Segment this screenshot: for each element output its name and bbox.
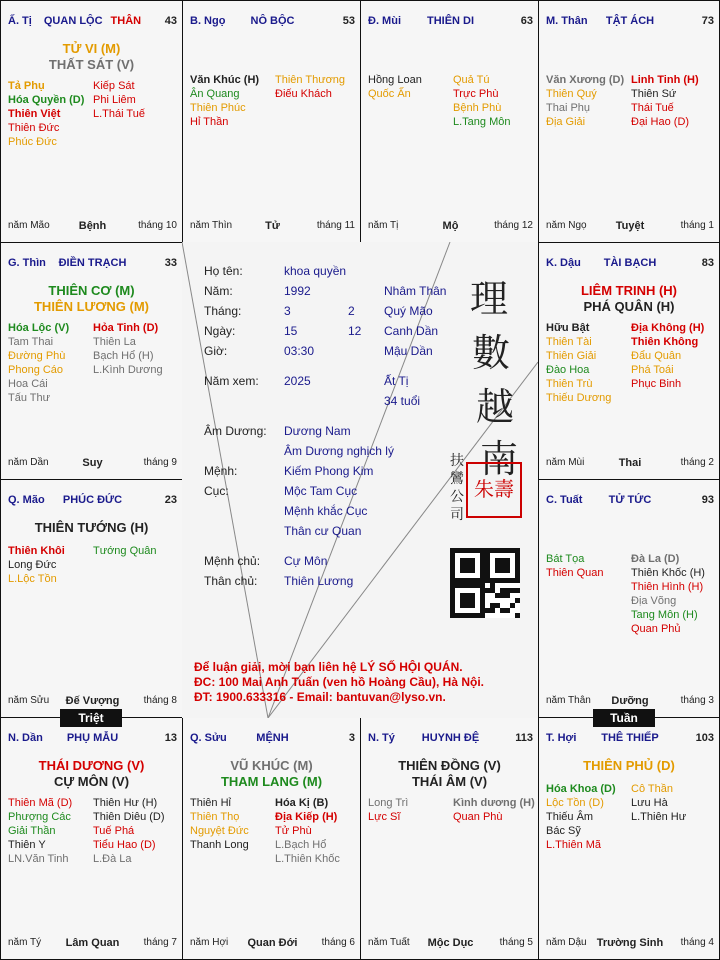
palace-stage: Quan Đới — [247, 937, 298, 949]
minor-star: Phúc Đức — [8, 136, 57, 148]
palace-month: tháng 6 — [321, 937, 355, 948]
palace-header — [368, 732, 533, 746]
minor-star: Thiên Tài — [546, 336, 592, 348]
main-star: LIÊM TRINH (H) — [580, 283, 678, 298]
red-seal-stamp: 朱壽 — [466, 462, 522, 518]
palace-age: 103 — [695, 732, 714, 744]
main-star: CỰ MÔN (V) — [53, 774, 130, 789]
palace-can-chi: Q. Sửu — [190, 732, 227, 744]
main-stars — [1, 758, 182, 790]
minor-star: Thiên Khốc (H) — [631, 567, 705, 579]
palace-year: năm Hợi — [190, 937, 229, 948]
minor-star: Lộc Tồn (D) — [546, 797, 604, 809]
palace-name — [190, 732, 355, 744]
palace-mao[interactable] — [0, 479, 183, 718]
right-star-column — [453, 73, 510, 129]
palace-footer — [546, 457, 714, 471]
palace-can-chi: B. Ngọ — [190, 15, 226, 27]
palace-year: năm Ngọ — [546, 220, 587, 231]
minor-star: Điếu Khách — [275, 88, 332, 100]
main-star: THIÊN TƯỚNG (H) — [34, 520, 149, 535]
palace-name — [546, 732, 714, 744]
palace-month: tháng 4 — [680, 937, 714, 948]
palace-year: năm Mùi — [546, 457, 585, 468]
right-star-column — [93, 796, 165, 866]
minor-star: Thiên Diêu (D) — [93, 811, 165, 823]
palace-footer — [546, 220, 714, 234]
palace-stage: Đế Vượng — [65, 695, 120, 707]
palace-month: tháng 5 — [499, 937, 533, 948]
palace-can-chi: N. Tý — [368, 732, 395, 744]
minor-star: Thiếu Âm — [546, 811, 594, 823]
contact-line-1: Để luận giải, mời bạn liên hệ LÝ SỐ HỘI QUÁN. — [194, 660, 463, 674]
palace-dan[interactable] — [0, 717, 183, 960]
palace-header — [8, 732, 177, 746]
palace-month: tháng 2 — [680, 457, 714, 468]
left-star-column — [368, 796, 408, 824]
left-star-column — [8, 796, 72, 866]
palace-can-chi: N. Dần — [8, 732, 43, 744]
minor-star: Thiên Không — [631, 336, 699, 348]
minor-star: Cô Thần — [631, 783, 673, 795]
minor-star: Hóa Quyền (D) — [8, 94, 85, 106]
minor-star: Thiên Thọ — [190, 811, 240, 823]
minor-star: Địa Không (H) — [631, 322, 705, 334]
than-marker: THÂN — [110, 15, 142, 27]
palace-than[interactable] — [538, 0, 720, 243]
minor-star: Hóa Khoa (D) — [546, 783, 616, 795]
minor-star: Quả Tú — [453, 74, 490, 86]
palace-stage: Suy — [82, 457, 103, 469]
minor-star: Thiên Y — [8, 839, 46, 851]
minor-star: Thiên Phúc — [190, 102, 246, 114]
main-stars — [1, 41, 182, 73]
palace-header — [368, 15, 533, 29]
main-stars — [1, 520, 182, 536]
palace-age: 33 — [164, 257, 177, 269]
main-star: TỬ VI (M) — [62, 41, 121, 56]
palace-header — [190, 732, 355, 746]
left-star-column — [190, 796, 249, 852]
main-star: THIÊN CƠ (M) — [48, 283, 135, 298]
palace-header — [8, 15, 177, 29]
callig-char: 理 — [470, 277, 509, 321]
palace-stage: Tử — [265, 220, 280, 232]
palace-ty2[interactable] — [360, 717, 539, 960]
palace-year: năm Tị — [368, 220, 399, 231]
minor-star: Văn Xương (D) — [546, 74, 625, 86]
contact-block — [194, 660, 484, 705]
minor-star: Bác Sỹ — [546, 825, 581, 837]
minor-star: LN.Văn Tinh — [8, 853, 69, 865]
palace-age: 43 — [164, 15, 177, 27]
palace-tuat[interactable] — [538, 479, 720, 718]
main-star: THÁI DƯƠNG (V) — [38, 758, 145, 773]
palace-name — [8, 494, 177, 506]
minor-star: Thiên Đức — [8, 122, 60, 134]
minor-star: L.Thiên Mã — [546, 839, 602, 851]
palace-stage: Mộ — [442, 220, 459, 232]
left-star-column — [8, 79, 84, 149]
right-star-column — [631, 782, 686, 824]
palace-year: năm Thìn — [190, 220, 233, 231]
palace-mui[interactable] — [360, 0, 539, 243]
minor-star: Quan Phù — [453, 811, 503, 823]
minor-star: Văn Khúc (H) — [190, 74, 260, 86]
minor-star: L.Thái Tuế — [93, 108, 145, 120]
minor-star: Tử Phù — [275, 825, 312, 837]
minor-star: Long Đức — [8, 559, 57, 571]
palace-name-text: THIÊN DI — [426, 15, 475, 27]
palace-dau[interactable] — [538, 242, 720, 480]
minor-star: Hỏa Tinh (D) — [93, 322, 159, 334]
minor-star: Thiên Thương — [275, 74, 346, 86]
minor-star: Tấu Thư — [8, 392, 51, 404]
palace-name-text: PHÚC ĐỨC — [62, 494, 123, 506]
minor-star: L.Đà La — [93, 853, 132, 865]
minor-star: Thiên Quý — [546, 88, 597, 100]
palace-name — [368, 15, 533, 27]
palace-footer — [368, 937, 533, 951]
right-star-column — [631, 552, 705, 636]
palace-can-chi: Ấ. Tị — [8, 15, 32, 27]
palace-footer — [190, 220, 355, 234]
palace-footer — [8, 220, 177, 234]
minor-star: Thai Phụ — [546, 102, 591, 114]
minor-star: Bát Tọa — [546, 553, 585, 565]
palace-name — [8, 732, 177, 744]
palace-can-chi: G. Thìn — [8, 257, 46, 269]
minor-star: Quốc Ấn — [368, 88, 411, 100]
palace-year: năm Dần — [8, 457, 49, 468]
minor-star: Phượng Các — [8, 811, 71, 823]
minor-star: Thiên Quan — [546, 567, 604, 579]
minor-star: L.Lộc Tồn — [8, 573, 57, 585]
palace-can-chi: K. Dậu — [546, 257, 581, 269]
palace-name — [8, 15, 177, 27]
palace-month: tháng 9 — [143, 457, 177, 468]
minor-star: Lưu Hà — [631, 797, 668, 809]
minor-star: Nguyệt Đức — [190, 825, 249, 837]
palace-name-text: TẬT ÁCH — [605, 15, 655, 27]
minor-star: Thiên Mã (D) — [8, 797, 73, 809]
palace-age: 93 — [701, 494, 714, 506]
minor-star: Tả Phụ — [8, 80, 45, 92]
palace-name-text: PHỤ MẪU — [66, 732, 119, 744]
minor-star: Ân Quang — [190, 88, 240, 100]
palace-month: tháng 12 — [494, 220, 533, 231]
minor-star: Quan Phủ — [631, 623, 681, 635]
right-star-column — [93, 321, 163, 377]
minor-star: L.Bạch Hổ — [275, 839, 327, 851]
minor-star: Tướng Quân — [93, 545, 157, 557]
palace-name — [8, 257, 177, 269]
main-star: THẤT SÁT (V) — [48, 57, 135, 72]
minor-star: Đà La (D) — [631, 553, 680, 565]
palace-age: 63 — [520, 15, 533, 27]
palace-footer — [546, 937, 714, 951]
minor-star: L.Thiên Khốc — [275, 853, 340, 865]
right-star-column — [93, 544, 157, 558]
minor-star: Tiểu Hao (D) — [93, 839, 156, 851]
minor-star: Hóa Lộc (V) — [8, 322, 70, 334]
palace-name-text: THÊ THIẾP — [601, 732, 659, 744]
palace-name-text: ĐIỀN TRẠCH — [58, 257, 127, 269]
palace-month: tháng 10 — [138, 220, 177, 231]
minor-star: Trực Phù — [453, 88, 499, 100]
palace-can-chi: T. Hợi — [546, 732, 577, 744]
minor-star: Đại Hao (D) — [631, 116, 690, 128]
palace-footer — [546, 695, 714, 709]
palace-month: tháng 3 — [680, 695, 714, 706]
left-star-column — [8, 544, 65, 586]
minor-star: Hỉ Thần — [190, 116, 229, 128]
left-star-column — [8, 321, 69, 405]
left-star-column — [546, 321, 611, 405]
callig-char: 南 — [480, 437, 519, 481]
palace-age: 73 — [701, 15, 714, 27]
palace-year: năm Tý — [8, 937, 42, 948]
callig-char: 數 — [472, 331, 511, 375]
left-star-column — [546, 552, 603, 580]
palace-header — [546, 494, 714, 508]
palace-can-chi: Đ. Mùi — [368, 15, 401, 27]
minor-star: Đường Phù — [8, 350, 66, 362]
palace-name — [546, 15, 714, 27]
minor-star: Bạch Hổ (H) — [93, 350, 154, 362]
right-star-column — [631, 321, 704, 391]
palace-header — [546, 257, 714, 271]
palace-header — [546, 732, 714, 746]
palace-footer — [190, 937, 355, 951]
minor-star: Hữu Bật — [546, 322, 590, 334]
minor-star: Hoa Cái — [8, 378, 48, 390]
left-star-column — [546, 782, 616, 852]
palace-suu[interactable] — [182, 717, 361, 960]
palace-month: tháng 1 — [680, 220, 714, 231]
minor-star: Thiên La — [93, 336, 136, 348]
palace-month: tháng 8 — [143, 695, 177, 706]
palace-month: tháng 11 — [316, 220, 355, 231]
palace-header — [546, 15, 714, 29]
palace-stage: Bệnh — [78, 220, 107, 232]
minor-star: Địa Kiếp (H) — [275, 811, 338, 823]
palace-name-text: TỬ TỨC — [608, 494, 652, 506]
main-star: VŨ KHÚC (M) — [230, 758, 313, 773]
minor-star: Thiên Việt — [8, 108, 61, 120]
main-stars — [361, 758, 538, 790]
left-star-column — [368, 73, 422, 101]
minor-star: Thiên Giải — [546, 350, 597, 362]
minor-star: Bệnh Phù — [453, 102, 502, 114]
palace-name — [190, 15, 355, 27]
minor-star: L.Tang Môn — [453, 116, 511, 128]
palace-name-text: MỆNH — [256, 732, 289, 744]
contact-line-2: ĐC: 100 Mai Anh Tuấn (ven hồ Hoàng Cầu), Hà Nội. — [194, 675, 485, 689]
palace-name — [546, 494, 714, 506]
palace-age: 113 — [515, 732, 533, 744]
main-star: PHÁ QUÂN (H) — [583, 299, 675, 314]
right-star-column — [631, 73, 699, 129]
tuan-badge: Tuần — [593, 709, 655, 727]
qr-code[interactable] — [450, 548, 520, 618]
palace-footer — [8, 937, 177, 951]
palace-age: 3 — [348, 732, 355, 744]
palace-name-text: NÔ BỘC — [250, 15, 295, 27]
palace-footer — [8, 457, 177, 471]
palace-stage: Mộc Dục — [427, 937, 474, 949]
palace-year: năm Sửu — [8, 695, 50, 706]
palace-can-chi: M. Thân — [546, 15, 588, 27]
minor-star: Thái Tuế — [631, 102, 674, 114]
palace-stage: Lâm Quan — [65, 937, 120, 949]
minor-star: Thiên Hư (H) — [93, 797, 158, 809]
palace-header — [190, 15, 355, 29]
palace-year: năm Thân — [546, 695, 591, 706]
right-star-column — [453, 796, 535, 824]
palace-age: 23 — [164, 494, 177, 506]
minor-star: Phục Binh — [631, 378, 682, 390]
palace-name — [546, 257, 714, 269]
minor-star: Thiên Hỉ — [190, 797, 231, 809]
palace-year: năm Mão — [8, 220, 50, 231]
minor-star: Linh Tinh (H) — [631, 74, 699, 86]
minor-star: Thiên Sứ — [631, 88, 677, 100]
palace-month: tháng 7 — [143, 937, 177, 948]
minor-star: Kiếp Sát — [93, 80, 135, 92]
minor-star: Giải Thần — [8, 825, 56, 837]
palace-ngo[interactable] — [182, 0, 361, 243]
minor-star: Địa Giải — [546, 116, 586, 128]
palace-can-chi: Q. Mão — [8, 494, 45, 506]
callig-char: 越 — [476, 385, 515, 429]
main-star: THIÊN PHỦ (D) — [583, 758, 675, 773]
main-stars — [539, 283, 719, 315]
minor-star: L.Thiên Hư — [631, 811, 687, 823]
palace-year: năm Tuất — [368, 937, 410, 948]
callig-side-text: 扶 鸞 公 司 — [450, 453, 464, 523]
minor-star: Tam Thai — [8, 336, 54, 348]
minor-star: Thanh Long — [190, 839, 249, 851]
right-star-column — [93, 79, 145, 121]
minor-star: Tang Môn (H) — [631, 609, 698, 621]
palace-can-chi: C. Tuất — [546, 494, 583, 506]
minor-star: Kình dương (H) — [453, 797, 535, 809]
main-stars — [183, 758, 360, 790]
palace-name-text: HUYNH ĐỆ — [421, 732, 480, 744]
minor-star: Hồng Loan — [368, 74, 422, 86]
palace-header — [8, 257, 177, 271]
palace-age: 13 — [164, 732, 177, 744]
minor-star: Thiên Hình (H) — [631, 581, 704, 593]
minor-star: Thiếu Dương — [546, 392, 612, 404]
minor-star: Đẩu Quân — [631, 350, 682, 362]
left-star-column — [546, 73, 624, 129]
palace-stage: Trường Sinh — [596, 937, 664, 949]
left-star-column — [190, 73, 259, 129]
contact-line-3[interactable]: ĐT: 1900.633316 - Email: bantuvan@lyso.vn. — [194, 690, 446, 704]
minor-star: Long Trì — [368, 797, 409, 809]
palace-ty[interactable] — [0, 0, 183, 243]
palace-stage: Thai — [618, 457, 642, 469]
minor-star: Thiên Khôi — [8, 545, 65, 557]
main-stars — [539, 758, 719, 774]
right-star-column — [275, 73, 345, 101]
minor-star: Thiên Trù — [546, 378, 593, 390]
main-star: THIÊN ĐỒNG (V) — [398, 758, 501, 773]
minor-star: Hóa Kị (B) — [275, 797, 329, 809]
palace-age: 53 — [342, 15, 355, 27]
palace-stage: Dưỡng — [611, 695, 649, 707]
minor-star: Phá Toái — [631, 364, 674, 376]
main-stars — [1, 283, 182, 315]
triet-badge: Triệt — [60, 709, 122, 727]
minor-star: Phong Cáo — [8, 364, 64, 376]
palace-footer — [8, 695, 177, 709]
main-star: THAM LANG (M) — [220, 774, 323, 789]
minor-star: Phi Liêm — [93, 94, 136, 106]
palace-thin[interactable] — [0, 242, 183, 480]
minor-star: Đào Hoa — [546, 364, 590, 376]
main-star: THIÊN LƯƠNG (M) — [33, 299, 150, 314]
palace-name — [368, 732, 533, 744]
palace-hoi[interactable] — [538, 717, 720, 960]
minor-star: Lực Sĩ — [368, 811, 401, 823]
palace-name-text: QUAN LỘC — [43, 15, 103, 27]
palace-year: năm Dậu — [546, 937, 587, 948]
palace-age: 83 — [701, 257, 714, 269]
palace-header — [8, 494, 177, 508]
right-star-column — [275, 796, 340, 866]
palace-name-text: TÀI BẠCH — [603, 257, 657, 269]
main-star: THÁI ÂM (V) — [411, 774, 488, 789]
center-info-panel: Họ tên: khoa quyền Năm: 1992 Nhâm Thân Tháng: 3 2 Quý Mão Ngày: 15 12 Canh Dần Giờ: 03:30 Mậu Dần Năm xem: 2025 Ất Tị 34 tuổi Âm Dương: Dương Nam Âm Dương nghịch lý Mệnh: Kiếm Phong Kim Cục: Mộc Tam Cục Mệnh khắc Cục Thân cư Quan Mệnh chủ: Cự Môn Thân chủ: Thiên Lương Để luận giải, mời bạn liên hệ LÝ SỐ HỘI QUÁN. ĐC: 100 Mai Anh Tuấn (ven hồ Hoàng Cầu), Hà Nội. ĐT: 1900.633316 - Email: bantuvan@lyso.vn. — [182, 242, 538, 718]
palace-footer — [368, 220, 533, 234]
palace-stage: Tuyệt — [615, 220, 645, 232]
minor-star: Địa Võng — [631, 595, 677, 607]
minor-star: L.Kình Dương — [93, 364, 163, 376]
minor-star: Tuế Phá — [93, 825, 135, 837]
